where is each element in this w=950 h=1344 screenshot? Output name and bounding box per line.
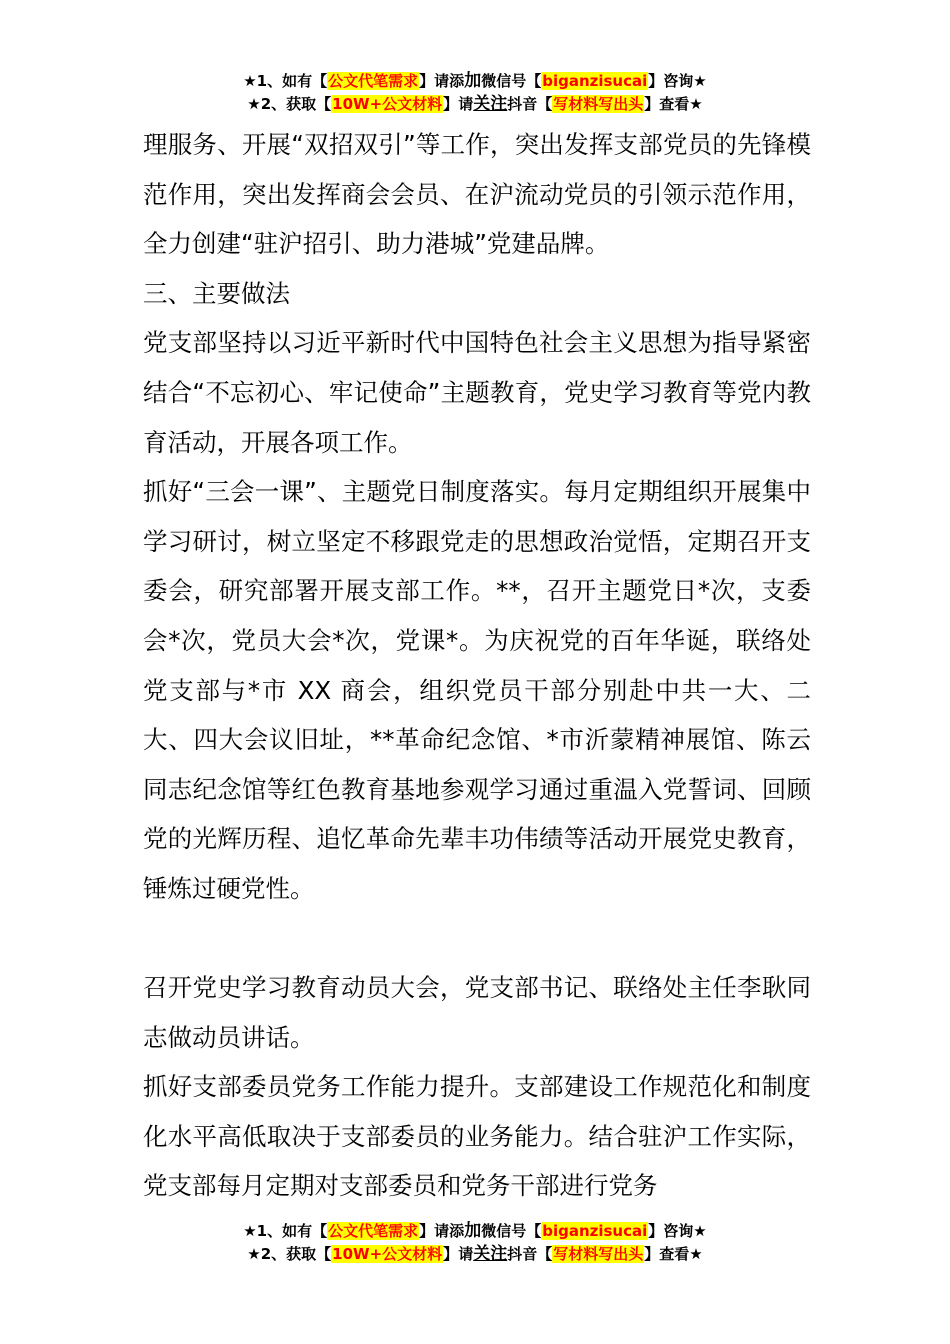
highlight-douyin-account: 写材料写出头 — [553, 1245, 644, 1263]
document-body — [143, 120, 811, 1211]
banner-line-2: ★2、获取【10W+公文材料】请关注抖音【写材料写出头】查看★ — [247, 94, 703, 114]
highlight-wechat-id: biganzisucai — [542, 72, 648, 90]
banner-line-1: ★1、如有【公文代笔需求】请添加微信号【biganzisucai】咨询★ — [243, 71, 707, 91]
highlight-service: 公文代笔需求 — [328, 72, 419, 90]
paragraph-three-meetings: 抓好“三会一课”、主题党日制度落实。每月定期组织开展集中学习研讨，树立坚定不移跟党走的思想政治觉悟，定期召开支委会，研究部署开展支部工作。**，召开主题党日*次，支委会*次，党员大会*次，党课*。为庆祝党的百年华诞，联络处党支部与*市 XX 商会，组织党员干部分别赴中共一大、二大、四大会议旧址，**革命纪念馆、*市沂蒙精神展馆、陈云同志纪念馆等红色教育基地参观学习通过重温入党誓词、回顾党的光辉历程、追忆革命先辈丰功伟绩等活动开展党史教育，锤炼过硬党性。 — [143, 477, 811, 903]
highlight-materials: 10W+公文材料 — [332, 1245, 443, 1263]
highlight-materials: 10W+公文材料 — [332, 95, 443, 113]
header-banner — [0, 70, 950, 116]
paragraph-guiding-thought: 党支部坚持以习近平新时代中国特色社会主义思想为指导紧密结合“不忘初心、牢记使命”主题教育，党史学习教育等党内教育活动，开展各项工作。 — [143, 328, 811, 457]
highlight-wechat-id: biganzisucai — [542, 1222, 648, 1240]
footer-banner — [0, 1220, 950, 1266]
paragraph-mobilization-meeting: 召开党史学习教育动员大会，党支部书记、联络处主任李耿同志做动员讲话。 — [143, 973, 811, 1052]
paragraph-intro-continued: 理服务、开展“双招双引”等工作，突出发挥支部党员的先锋模范作用，突出发挥商会会员、在沪流动党员的引领示范作用，全力创建“驻沪招引、助力港城”党建品牌。 — [143, 130, 811, 259]
highlight-douyin-account: 写材料写出头 — [553, 95, 644, 113]
highlight-service: 公文代笔需求 — [328, 1222, 419, 1240]
banner-line-1: ★1、如有【公文代笔需求】请添加微信号【biganzisucai】咨询★ — [243, 1221, 707, 1241]
paragraph-capacity-building: 抓好支部委员党务工作能力提升。支部建设工作规范化和制度化水平高低取决于支部委员的业务能力。结合驻沪工作实际，党支部每月定期对支部委员和党务干部进行党务 — [143, 1072, 811, 1201]
section-heading-main-practices: 三、主要做法 — [143, 278, 290, 308]
banner-line-2: ★2、获取【10W+公文材料】请关注抖音【写材料写出头】查看★ — [247, 1244, 703, 1264]
